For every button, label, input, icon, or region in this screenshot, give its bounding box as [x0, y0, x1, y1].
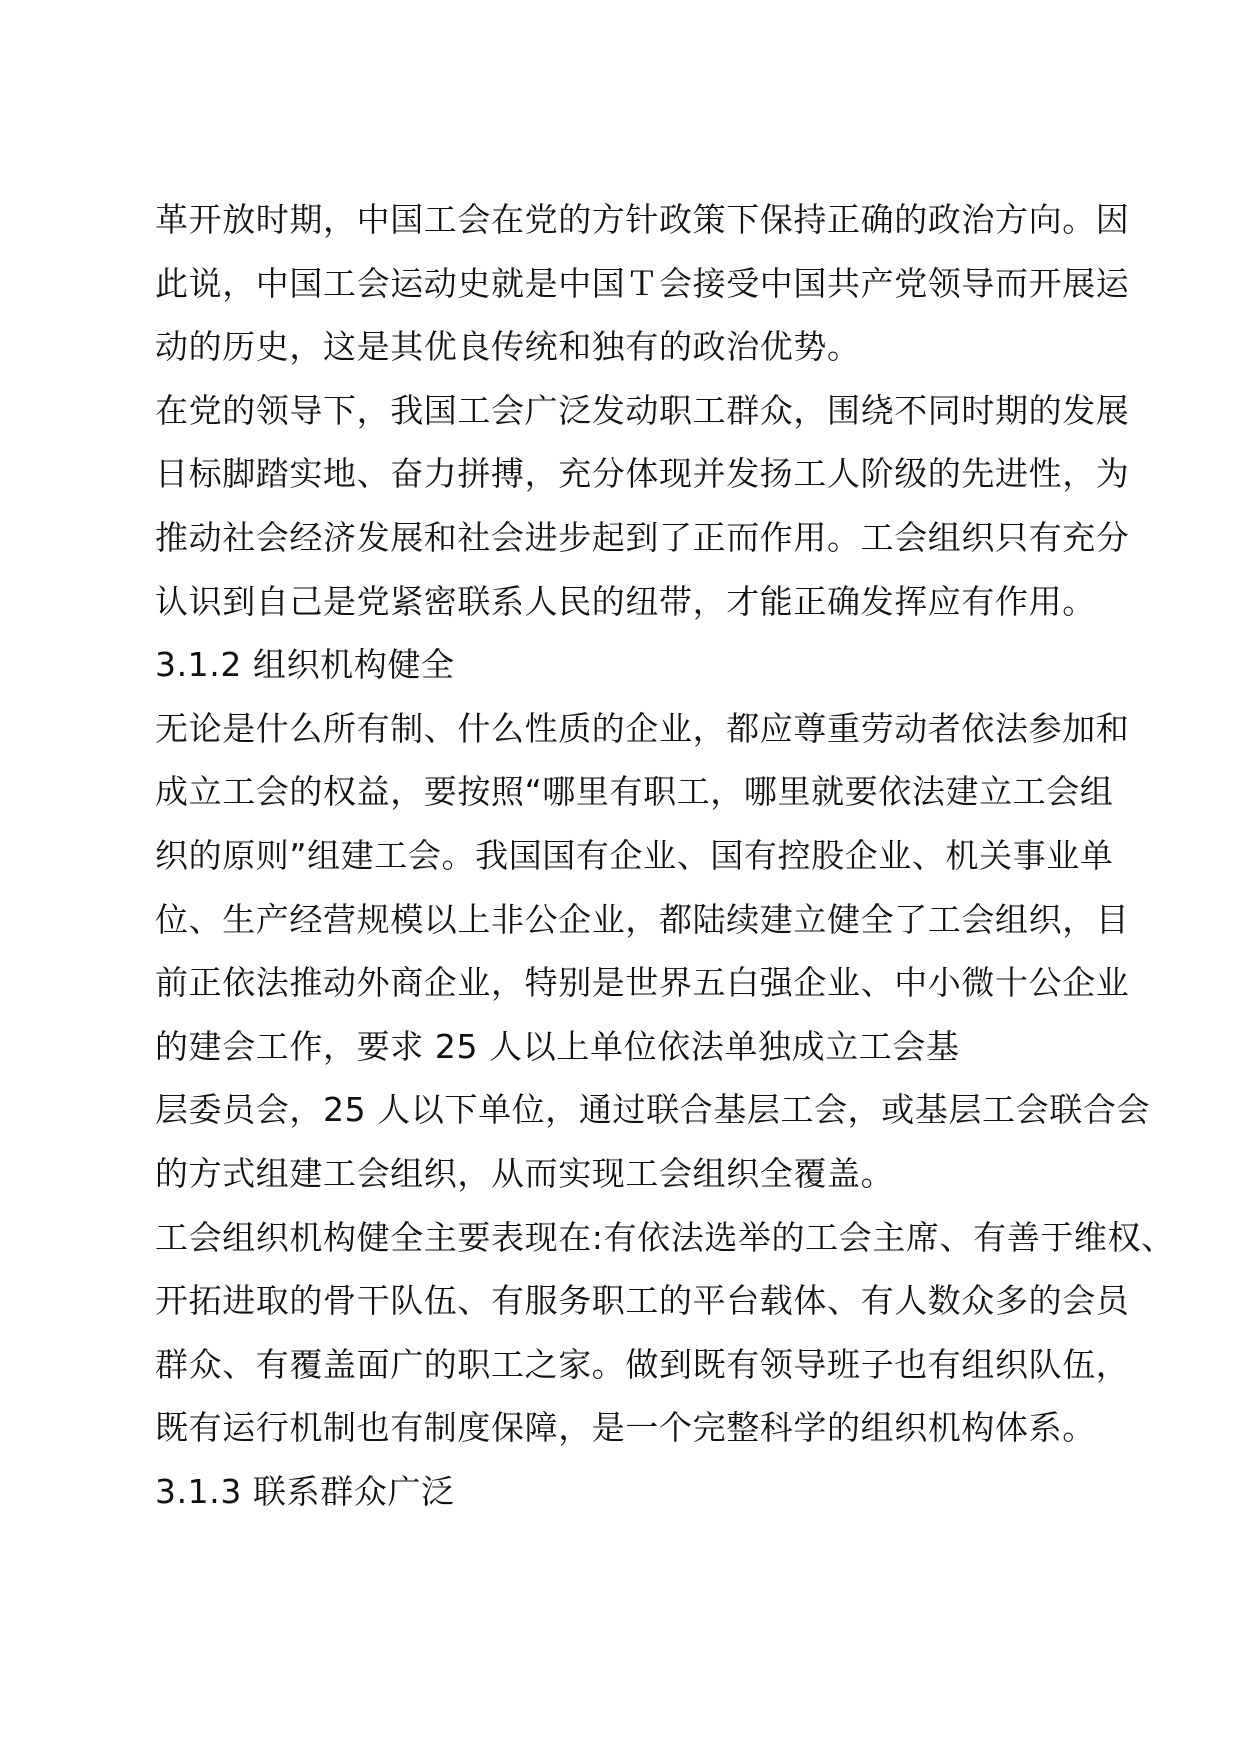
section-heading-3-1-2: 3.1.2 组织机构健全 — [155, 645, 455, 685]
text-line-20: 既有运行机制也有制度保障，是一个完整科学的组织机构体系。 — [155, 1408, 1096, 1448]
text-line-9: 无论是什么所有制、什么性质的企业，都应尊重劳动者依法参加和 — [155, 708, 1130, 748]
text-line-12: 位、生产经营规模以上非公企业，都陆续建立健全了工会组织，目 — [155, 899, 1130, 939]
document-body — [155, 188, 1240, 1523]
text-line-10: 成立工会的权益，要按照“哪里有职工，哪里就要依法建立工会组 — [155, 772, 1114, 812]
text-line-11: 织的原则”组建工会。我国国有企业、国有控股企业、机关事业单 — [155, 835, 1114, 875]
text-line-5: 日标脚踏实地、奋力拼搏，充分体现并发扬工人阶级的先进性，为 — [155, 454, 1130, 494]
text-line-13: 前正依法推动外商企业，特别是世界五白强企业、中小微十公企业 — [155, 963, 1130, 1003]
text-line-2: 此说，中国工会运动史就是中国Ｔ会接受中国共产党领导而开展运 — [155, 263, 1130, 303]
text-line-19: 群众、有覆盖面广的职工之家。做到既有领导班子也有组织队伍， — [155, 1344, 1130, 1384]
text-line-14: 的建会工作，要求 25 人以上单位依法单独成立工会基 — [155, 1026, 960, 1066]
text-line-3: 动的历史，这是其优良传统和独有的政治优势。 — [155, 327, 861, 367]
text-line-6: 推动社会经济发展和社会进步起到了正而作用。工会组织只有充分 — [155, 517, 1130, 557]
text-line-15: 层委员会，25 人以下单位，通过联合基层工会，或基层工会联合会 — [155, 1090, 1151, 1130]
text-line-17: 工会组织机构健全主要表现在:有依法选举的工会主席、有善于维权、 — [155, 1217, 1175, 1257]
text-line-16: 的方式组建工会组织，从而实现工会组织全覆盖。 — [155, 1153, 895, 1193]
text-line-4: 在党的领导下，我国工会广泛发动职工群众，围绕不同时期的发展 — [155, 390, 1130, 430]
text-line-1: 革开放时期，中国工会在党的方针政策下保持正确的政治方向。因 — [155, 200, 1130, 239]
text-line-7: 认识到自己是党紧密联系人民的纽带，才能正确发挥应有作用。 — [155, 581, 1096, 621]
text-line-18: 开拓进取的骨干队伍、有服务职工的平台载体、有人数众多的会员 — [155, 1281, 1130, 1321]
section-heading-3-1-3: 3.1.3 联系群众广泛 — [155, 1471, 455, 1511]
